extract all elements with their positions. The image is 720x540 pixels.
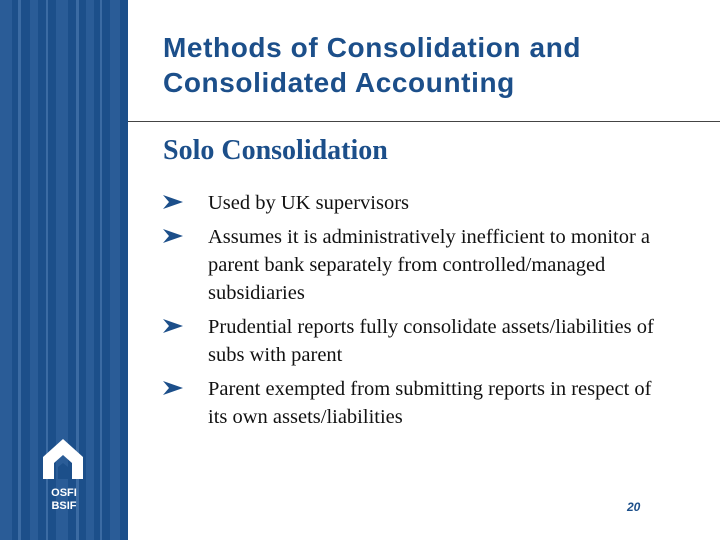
logo-line-bsif: BSIF	[51, 500, 77, 512]
arrow-bullet-icon	[163, 229, 183, 243]
bullet-text: Parent exempted from submitting reports in respect of its own assets/liabilities	[208, 378, 652, 428]
bullet-item	[163, 375, 663, 431]
osfi-emblem-icon	[38, 437, 88, 481]
bullet-text: Assumes it is administratively inefficient to monitor a parent bank separately from controlled/managed subsidiaries	[208, 226, 651, 304]
bullet-item	[163, 223, 663, 307]
page-number: 20	[627, 500, 641, 514]
logo-text	[38, 487, 90, 513]
arrow-bullet-icon	[163, 319, 183, 333]
bullet-item	[163, 189, 663, 217]
bullet-list	[163, 189, 663, 437]
sidebar-band	[0, 0, 128, 540]
title-divider	[128, 121, 720, 122]
arrow-bullet-icon	[163, 381, 183, 395]
arrow-bullet-icon	[163, 195, 183, 209]
slide-subtitle: Solo Consolidation	[163, 135, 388, 166]
bullet-text: Used by UK supervisors	[208, 192, 409, 214]
bullet-item	[163, 313, 663, 369]
bullet-text: Prudential reports fully consolidate assets/liabilities of subs with parent	[208, 316, 654, 366]
logo-line-osfi: OSFI	[51, 487, 77, 499]
slide-title: Methods of Consolidation and Consolidated Accounting	[163, 32, 582, 98]
